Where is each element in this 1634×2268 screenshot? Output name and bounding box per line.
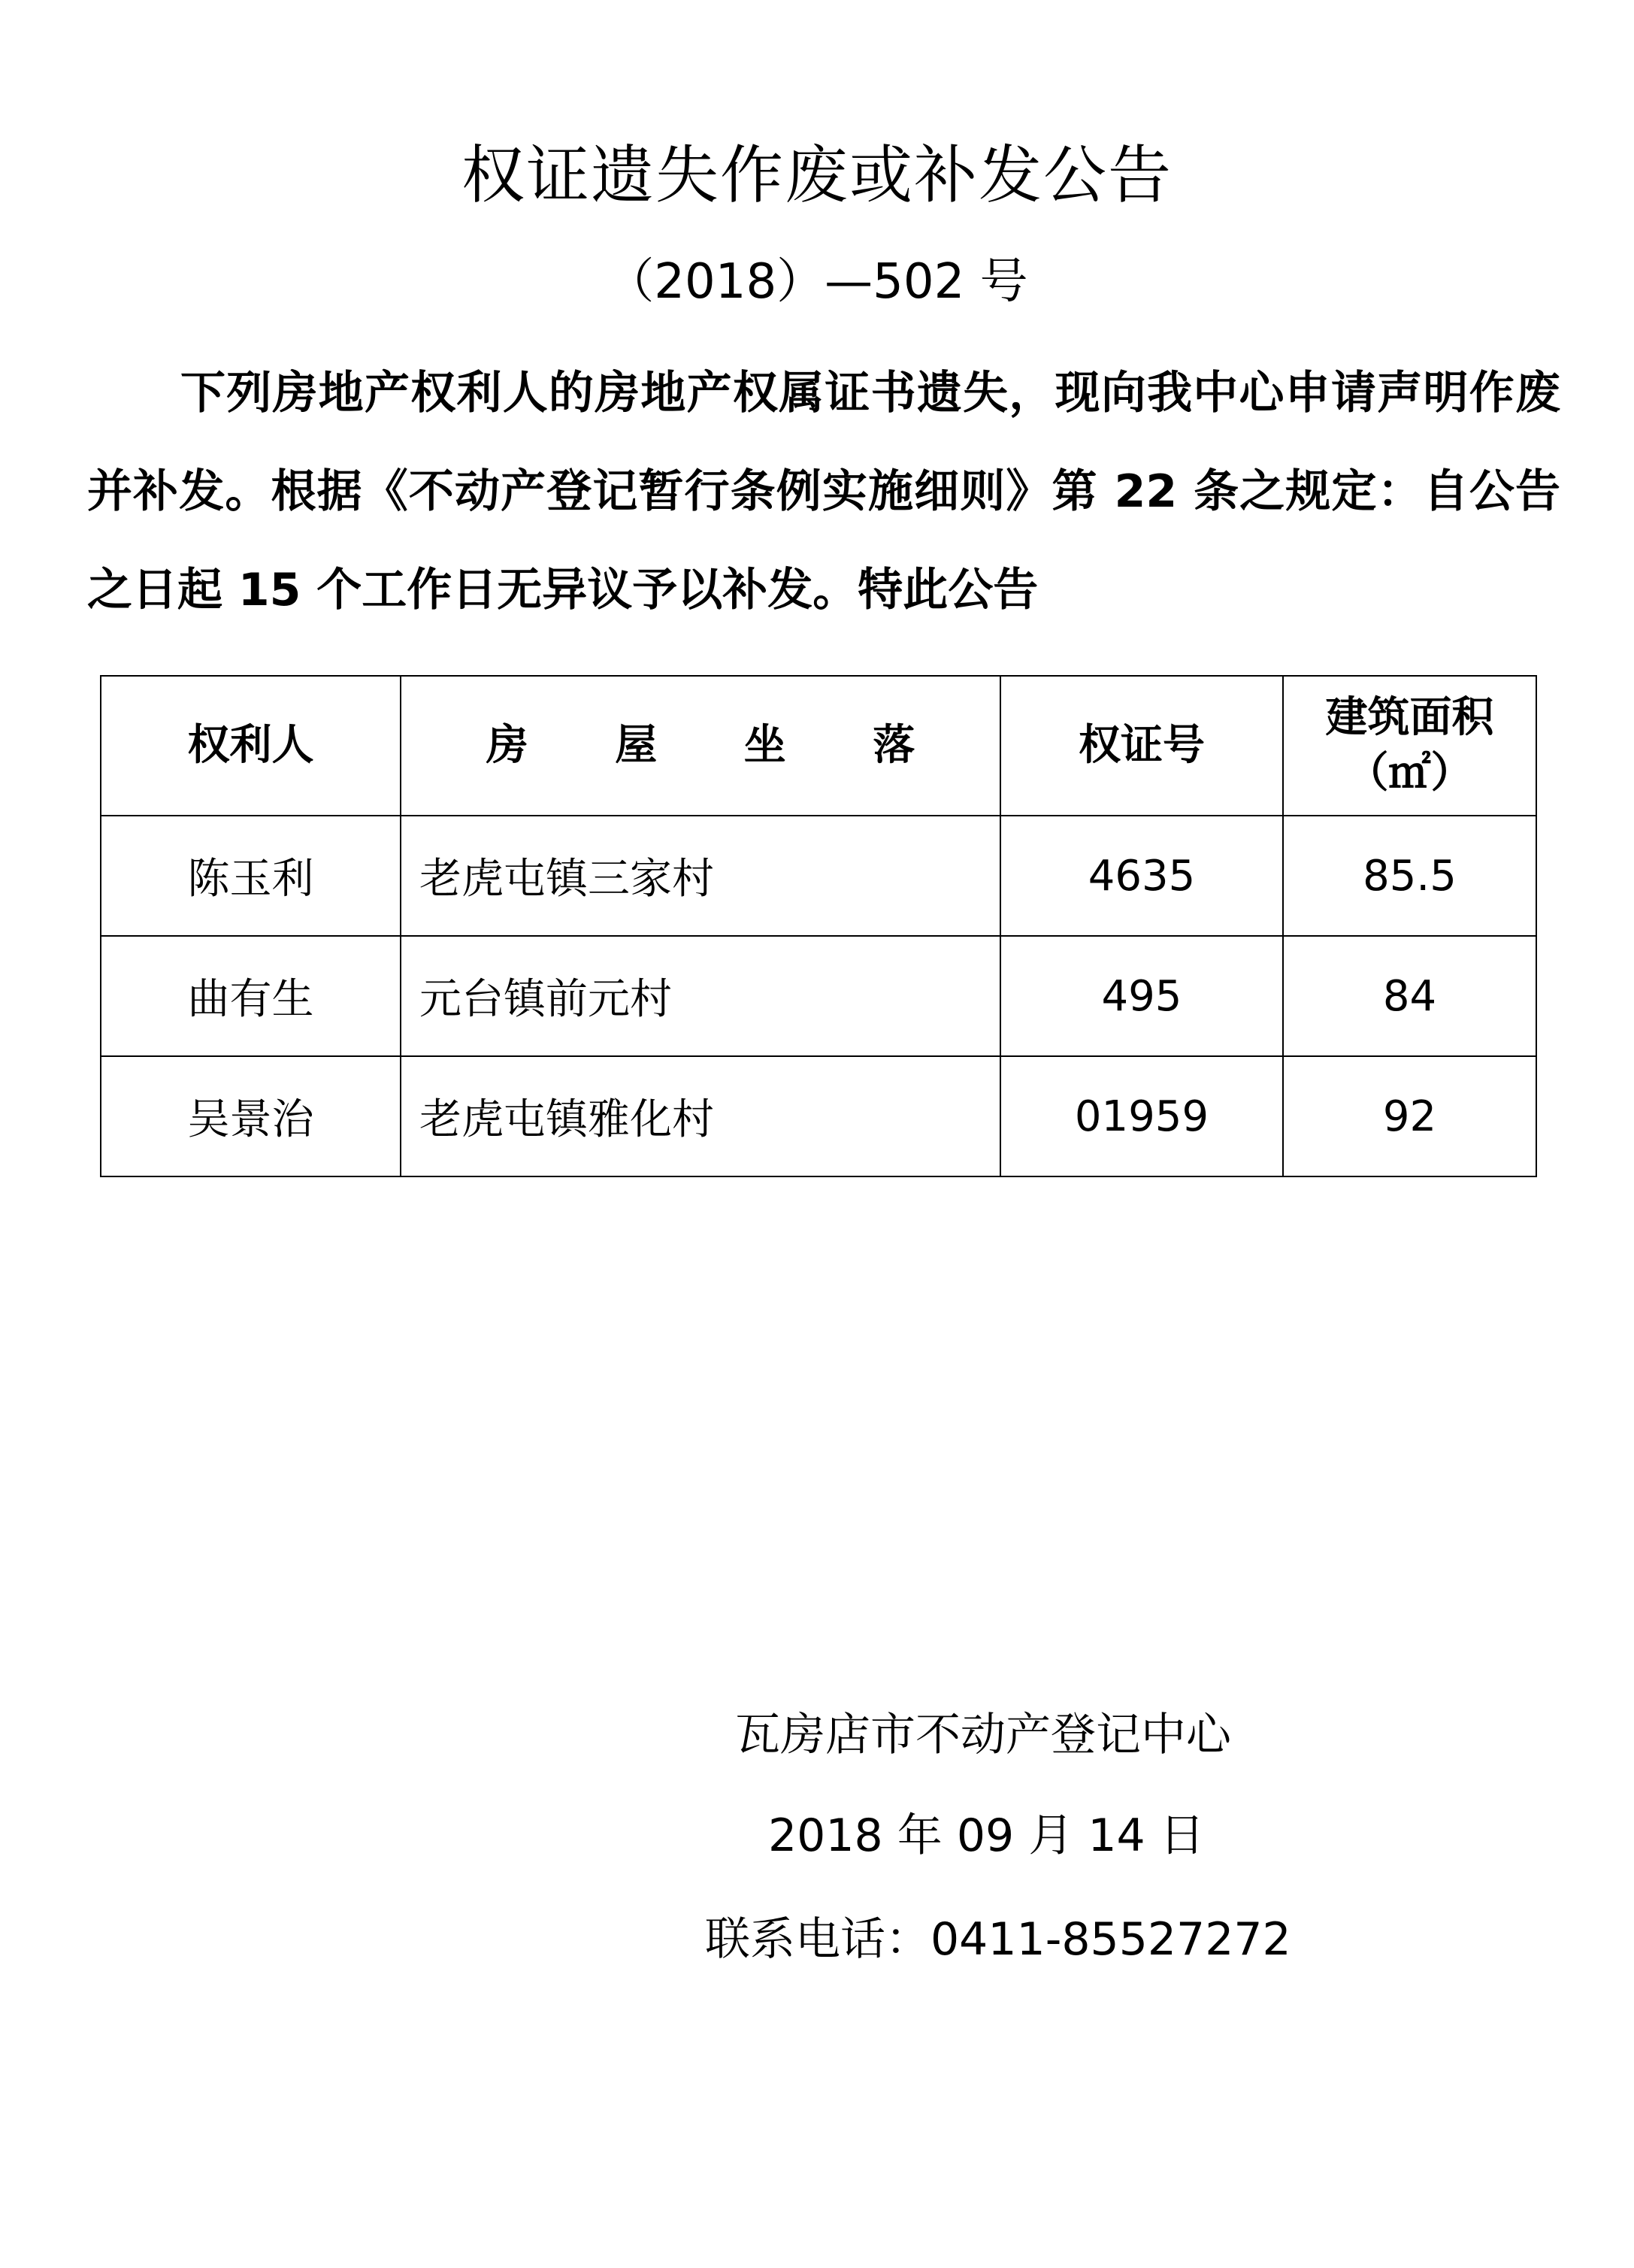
- table-header-row: [101, 676, 1536, 816]
- notice-title: 权证遗失作废或补发公告: [461, 138, 1173, 212]
- notice-number: （2018）—502 号: [606, 254, 1028, 310]
- footer-issuer: 瓦房店市不动产登记中心: [735, 1709, 1231, 1761]
- cell-cert-no: 01959: [1000, 1056, 1283, 1176]
- header-cert-no: 权证号: [1000, 676, 1283, 816]
- notice-body: 下列房地产权利人的房地产权属证书遗失，现向我中心申请声明作废并补发。根据《不动产登记暂行条例实施细则》第 22 条之规定：自公告之日起 15 个工作日无异议予以补发。特此公告: [87, 367, 1560, 616]
- table-row: [101, 936, 1536, 1056]
- cell-area: 85.5: [1283, 816, 1536, 936]
- header-area: [1283, 676, 1536, 816]
- cell-area: 92: [1283, 1056, 1536, 1176]
- cell-cert-no: 495: [1000, 936, 1283, 1056]
- cell-cert-no: 4635: [1000, 816, 1283, 936]
- footer-date: 2018 年 09 月 14 日: [768, 1809, 1205, 1862]
- table-row: [101, 1056, 1536, 1176]
- header-owner: 权利人: [101, 676, 401, 816]
- cell-owner: 陈玉利: [101, 816, 401, 936]
- cell-owner: 吴景治: [101, 1056, 401, 1176]
- cell-location: 元台镇前元村: [401, 936, 1000, 1056]
- table-row: [101, 816, 1536, 936]
- cell-location: 老虎屯镇三家村: [401, 816, 1000, 936]
- records-table: [100, 675, 1537, 1177]
- cell-owner: 曲有生: [101, 936, 401, 1056]
- footer-contact: 联系电话：0411-85527272: [705, 1913, 1291, 1966]
- header-location: 房 屋 坐 落: [401, 676, 1000, 816]
- cell-area: 84: [1283, 936, 1536, 1056]
- header-area-line2: （㎡）: [1346, 749, 1473, 798]
- header-area-line1: 建筑面积: [1325, 693, 1494, 742]
- cell-location: 老虎屯镇雅化村: [401, 1056, 1000, 1176]
